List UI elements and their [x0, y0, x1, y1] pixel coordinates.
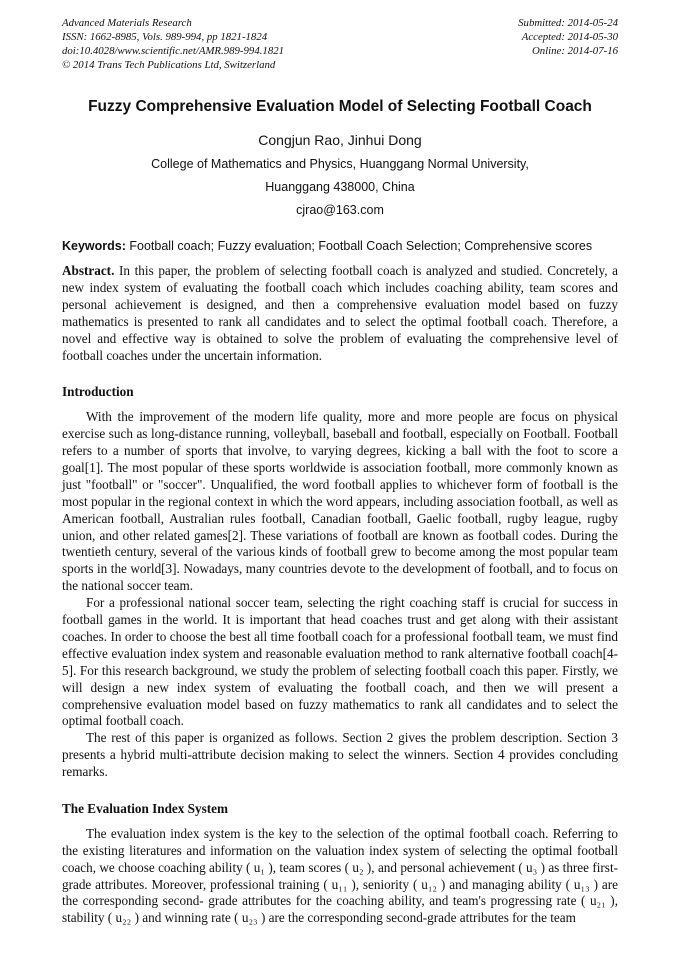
submission-dates [518, 16, 618, 72]
online-date: Online: 2014-07-16 [531, 45, 618, 58]
journal-name: Advanced Materials Research [62, 17, 192, 29]
journal-info [62, 16, 284, 72]
keywords-line [62, 239, 618, 253]
abstract-label: Abstract. [62, 263, 115, 279]
abstract-paragraph [62, 263, 618, 364]
abstract-text: In this paper, the problem of selecting football coach is analyzed and studied. Concretely, a new index system of evaluating the football coach which includes coaching ability, team scores and personal achievement is designed, and then a comprehensive evaluation model based on fuzzy mathematics is presented to rank all candidates and to select the optimal football coach. Therefore, a novel and effective way is obtained to solve the problem of evaluating the comprehensive level of football coaches under the uncertain information. [62, 263, 618, 363]
intro-paragraph-1: With the improvement of the modern life quality, more and more people are focus on physical exercise such as long-distance running, volleyball, baseball and football, especially on Football. Football refers to a number of sports that involve, to varying degrees, kicking a ball with the foot to score a goal[1]. The most popular of these sports worldwide is association football, more commonly known as just "football" or "soccer". Unqualified, the word football applies to whichever form of football is the most popular in the regional context in which the word appears, including association football, as well as American football, Australian rules football, Canadian football, Gaelic football, rugby league, rugby union, and other related games[2]. These variations of football are known as football codes. During the twentieth century, several of the various kinds of football grew to become among the most popular team sports in the world[3]. Nowadays, many countries devote to the development of football, and to focus on the national soccer team. [62, 409, 618, 594]
affiliation-line-2: Huanggang 438000, China [265, 180, 415, 195]
journal-copyright-line: © 2014 Trans Tech Publications Ltd, Switzerland [62, 59, 276, 72]
intro-paragraph-3: The rest of this paper is organized as follows. Section 2 gives the problem description. Section 3 presents a hybrid multi-attribute decision making to select the winners. Section 4 provides concluding remarks. [62, 730, 618, 780]
authors-line: Congjun Rao, Jinhui Dong [258, 132, 422, 149]
intro-paragraph-2: For a professional national soccer team, selecting the right coaching staff is crucial for success in football games in the world. It is important that head coaches trust and get along with their assistant coaches. In order to choose the best all time football coach for a professional football team, we must find effective evaluation index system and reasonable evaluation method to rank alternative football coach[4-5]. For this research background, we study the problem of selecting football coach this paper. Firstly, we will design a new index system of evaluating the football coach, and then we will present a comprehensive evaluation model based on fuzzy mathematics to rank all candidates and to select the optimal football coach. [62, 595, 618, 729]
journal-issn-line: ISSN: 1662-8985, Vols. 989-994, pp 1821-1824 [62, 31, 268, 44]
submitted-date: Submitted: 2014-05-24 [518, 17, 618, 29]
paper-body [62, 263, 618, 927]
journal-doi-line: doi:10.4028/www.scientific.net/AMR.989-994.1821 [62, 45, 285, 58]
author-email: cjrao@163.com [296, 203, 384, 218]
section-heading-evaluation-index-system: The Evaluation Index System [62, 800, 228, 816]
accepted-date: Accepted: 2014-05-30 [521, 31, 618, 44]
section-heading-introduction: Introduction [62, 384, 134, 400]
affiliation-line-1: College of Mathematics and Physics, Huanggang Normal University, [151, 157, 529, 172]
keywords-label: Keywords: [62, 239, 126, 254]
keywords-text: Football coach; Fuzzy evaluation; Football Coach Selection; Comprehensive scores [125, 239, 593, 254]
evaluation-paragraph-1: The evaluation index system is the key to the selection of the optimal football coach. Referring to the existing literatures and information on the valuation index system of selecting the optimal football coach, we choose coaching ability ( u₁ ), team scores ( u₂ ), and personal achievement ( u₃ ) as three first-grade attributes. Moreover, professional training ( u₁₁ ), seniority ( u₁₂ ) and managing ability ( u₁₃ ) are the corresponding second- grade attributes for the coaching ability, and team's progressing rate ( u₂₁ ), stability ( u₂₂ ) and winning rate ( u₂₃ ) are the corresponding second-grade attributes for the team [62, 825, 618, 926]
journal-header [62, 16, 618, 72]
paper-title: Fuzzy Comprehensive Evaluation Model of Selecting Football Coach [88, 98, 592, 116]
